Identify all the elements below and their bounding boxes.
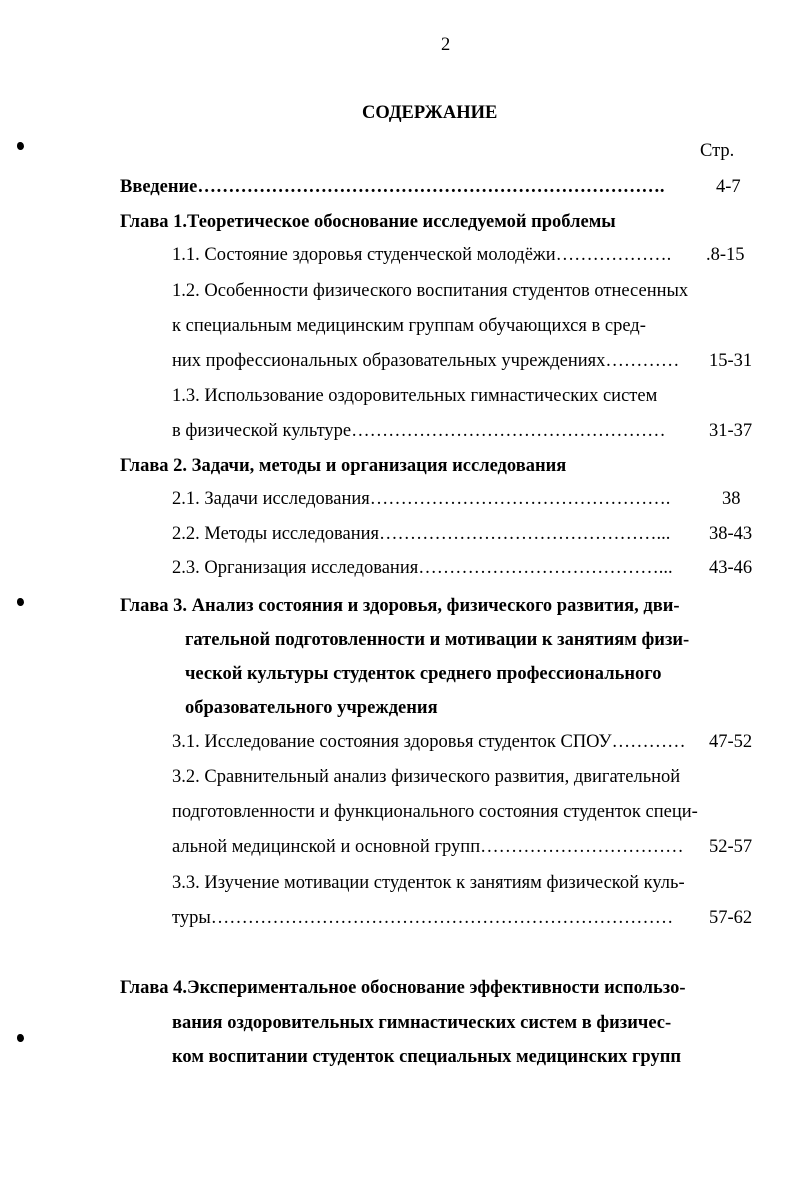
toc-entry-text: 2.1. Задачи исследования…………………………………………. bbox=[172, 489, 671, 509]
toc-entry-text: в физической культуре…………………………………………… bbox=[172, 421, 666, 441]
toc-entry-text: 2.3. Организация исследования…………………………………... bbox=[172, 558, 673, 578]
toc-chapter-heading: Глава 1.Теоретическое обоснование исследуемой проблемы bbox=[120, 212, 616, 232]
toc-entry-text: к специальным медицинским группам обучающихся в сред- bbox=[172, 316, 646, 336]
toc-entry-text: 3.3. Изучение мотивации студенток к занятиям физической куль- bbox=[172, 873, 685, 893]
margin-mark bbox=[17, 1034, 24, 1042]
toc-entry-text: Введение…………………………………………………………………. bbox=[120, 177, 665, 197]
page-number: 2 bbox=[441, 35, 451, 55]
page-column-label: Стр. bbox=[700, 141, 735, 161]
toc-entry-page: 31-37 bbox=[709, 421, 753, 441]
toc-entry-page: 15-31 bbox=[709, 351, 753, 371]
toc-entry-text: 1.2. Особенности физического воспитания студентов отнесенных bbox=[172, 281, 689, 301]
toc-chapter-heading: ком воспитании студенток специальных медицинских групп bbox=[172, 1047, 682, 1067]
margin-mark bbox=[17, 142, 24, 150]
toc-entry-page: 43-46 bbox=[709, 558, 753, 578]
toc-entry-text: 3.1. Исследование состояния здоровья студенток СПОУ………… bbox=[172, 732, 686, 752]
toc-entry-text: подготовленности и функционального состояния студенток специ- bbox=[172, 802, 698, 822]
toc-entry-page: 4-7 bbox=[716, 177, 741, 197]
toc-entry-page: 38-43 bbox=[709, 524, 753, 544]
toc-chapter-heading: гательной подготовленности и мотивации к занятиям физи- bbox=[185, 630, 690, 650]
toc-entry-text: них профессиональных образовательных учреждениях………… bbox=[172, 351, 680, 371]
toc-entry-page: .8-15 bbox=[706, 245, 745, 265]
toc-entry-text: 3.2. Сравнительный анализ физического развития, двигательной bbox=[172, 767, 681, 787]
toc-chapter-heading: Глава 4.Экспериментальное обоснование эффективности использо- bbox=[120, 978, 686, 998]
toc-entry-page: 57-62 bbox=[709, 908, 753, 928]
toc-chapter-heading: образовательного учреждения bbox=[185, 698, 438, 718]
toc-title: СОДЕРЖАНИЕ bbox=[362, 103, 498, 123]
toc-entry-text: 1.3. Использование оздоровительных гимнастических систем bbox=[172, 386, 658, 406]
toc-entry-page: 38 bbox=[722, 489, 741, 509]
toc-entry-text: альной медицинской и основной групп…………………………… bbox=[172, 837, 684, 857]
toc-chapter-heading: Глава 2. Задачи, методы и организация исследования bbox=[120, 456, 567, 476]
toc-entry-text: 1.1. Состояние здоровья студенческой молодёжи………………. bbox=[172, 245, 672, 265]
margin-mark bbox=[17, 598, 24, 606]
toc-entry-text: туры………………………………………………………………… bbox=[172, 908, 674, 928]
toc-entry-page: 52-57 bbox=[709, 837, 753, 857]
toc-chapter-heading: Глава 3. Анализ состояния и здоровья, физического развития, дви- bbox=[120, 596, 680, 616]
toc-entry-text: 2.2. Методы исследования………………………………………... bbox=[172, 524, 671, 544]
toc-entry-page: 47-52 bbox=[709, 732, 753, 752]
toc-chapter-heading: ческой культуры студенток среднего профессионального bbox=[185, 664, 662, 684]
toc-chapter-heading: вания оздоровительных гимнастических систем в физичес- bbox=[172, 1013, 672, 1033]
